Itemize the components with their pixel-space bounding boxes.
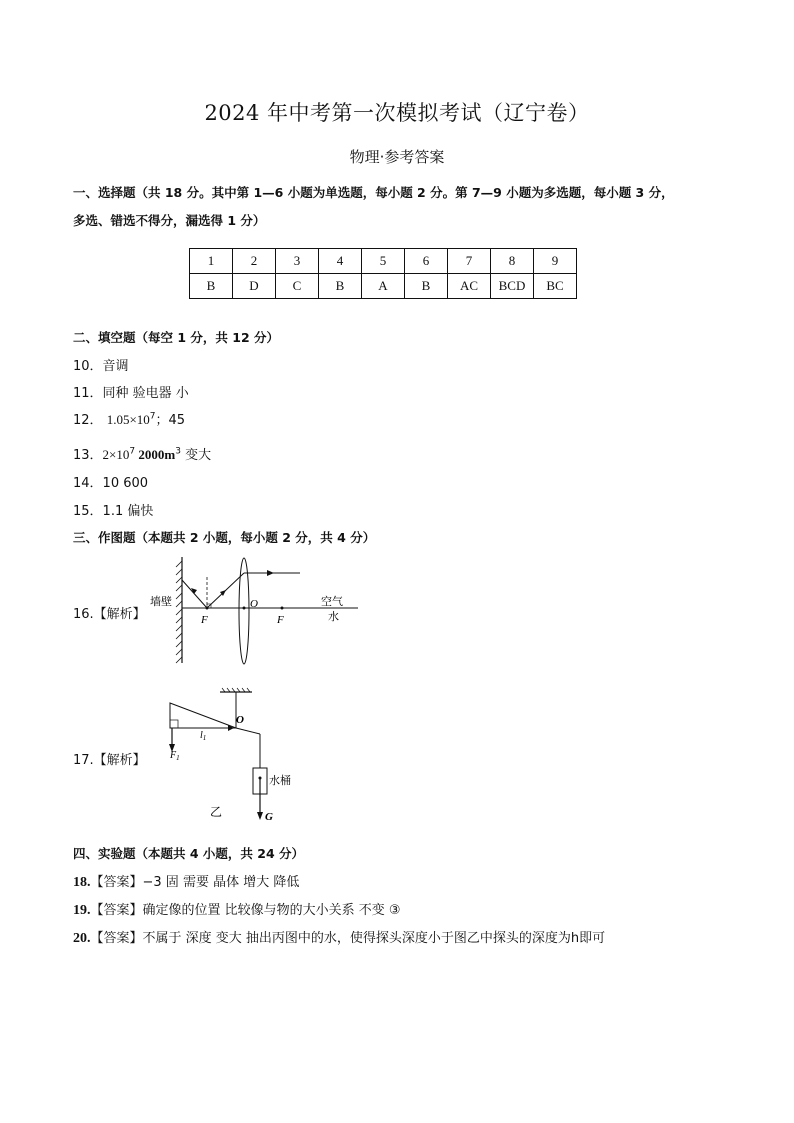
table-cell: 2 <box>233 249 276 274</box>
table-cell: B <box>190 274 233 299</box>
ray-arrow <box>267 570 274 576</box>
figure-17-lever <box>160 686 310 826</box>
q12-base: 1.05×10 <box>106 412 150 427</box>
table-cell: D <box>233 274 276 299</box>
table-cell: B <box>405 274 448 299</box>
answer-q13 <box>73 444 211 463</box>
right-angle-mark <box>170 720 178 728</box>
section2-heading: 二、填空题（每空 1 分，共 12 分） <box>73 330 280 345</box>
focus-point-left <box>206 607 209 610</box>
table-cell: 3 <box>276 249 319 274</box>
answer-q18 <box>73 871 299 891</box>
q13-exponent-2: 3 <box>175 446 181 457</box>
table-row-numbers <box>190 249 577 274</box>
answer-q14: 14．10 600 <box>73 476 149 491</box>
q18-text: −3 固 需要 晶体 增大 降低 <box>142 875 300 890</box>
label-arm <box>200 730 206 742</box>
label-figure: 乙 <box>210 805 223 819</box>
label-water: 水 <box>328 611 339 623</box>
section1-heading-line1: 一、选择题（共 18 分。其中第 1—6 小题为单选题，每小题 2 分。第 7—9 小题为多选题，每小题 3 分， <box>73 185 674 200</box>
table-cell: 4 <box>319 249 362 274</box>
page-subtitle: 物理·参考答案 <box>349 148 445 166</box>
table-cell: 7 <box>448 249 491 274</box>
label-gravity: G <box>265 811 273 823</box>
q12-rest: ；45 <box>155 413 186 428</box>
q20-tag: 【答案】 <box>90 931 143 946</box>
q20-text: 不属于 深度 变大 抽出丙图中的水，使得探头深度小于图乙中探头的深度为h即可 <box>142 931 606 946</box>
table-cell: BCD <box>491 274 534 299</box>
answer-q15: 15．1.1 偏快 <box>73 504 154 519</box>
section1-heading-line2: 多选、错选不得分，漏选得 1 分） <box>73 213 266 228</box>
answer-q19 <box>73 899 401 919</box>
q13-volume: 2000m <box>135 447 176 462</box>
answer-q11: 11．同种 验电器 小 <box>73 386 189 401</box>
q19-text: 确定像的位置 比较像与物的大小关系 不变 ③ <box>142 903 401 918</box>
wall-hatching <box>176 561 182 663</box>
q18-number: 18. <box>73 875 91 890</box>
label-wall: 墙壁 <box>150 596 172 608</box>
section4-heading: 四、实验题（本题共 4 小题，共 24 分） <box>73 846 305 861</box>
table-cell: 5 <box>362 249 405 274</box>
convex-lens <box>239 558 249 664</box>
q12-prefix: 12． <box>73 413 103 428</box>
label-air: 空气 <box>321 596 343 608</box>
q18-tag: 【答案】 <box>90 875 143 890</box>
page-title: 2024 年中考第一次模拟考试（辽宁卷） <box>204 101 590 125</box>
lever-body <box>170 703 236 728</box>
table-cell: AC <box>448 274 491 299</box>
force-subscript: 1 <box>176 754 180 762</box>
q13-rest: 变大 <box>180 448 212 463</box>
table-cell: 1 <box>190 249 233 274</box>
ray-incident <box>182 580 207 608</box>
label-force <box>169 750 180 762</box>
arm-symbol: l <box>200 730 203 741</box>
table-row-answers <box>190 274 577 299</box>
arm-subscript: 1 <box>202 734 207 742</box>
answer-q12 <box>73 409 185 428</box>
q12-exponent: 7 <box>149 411 156 422</box>
q16-label: 16.【解析】 <box>73 607 146 622</box>
answer-q20 <box>73 927 605 947</box>
table-cell: BC <box>534 274 577 299</box>
lever-arm <box>236 728 260 734</box>
table-cell: 8 <box>491 249 534 274</box>
gravity-arrow <box>257 812 263 820</box>
q19-number: 19. <box>73 903 91 918</box>
label-focus-right: F <box>277 614 284 626</box>
figure-16-optics <box>150 555 360 670</box>
q13-prefix: 13． <box>73 448 103 463</box>
optical-center <box>243 607 246 610</box>
label-center: O <box>250 598 258 610</box>
q17-label: 17.【解析】 <box>73 753 146 768</box>
q13-base: 2×10 <box>102 447 130 462</box>
table-cell: 9 <box>534 249 577 274</box>
force-symbol: F <box>170 750 177 761</box>
q13-exponent: 7 <box>129 446 136 457</box>
section3-heading: 三、作图题（本题共 2 小题，每小题 2 分，共 4 分） <box>73 530 376 545</box>
label-bucket: 水桶 <box>269 775 291 787</box>
label-focus-left: F <box>201 614 208 626</box>
table-cell: B <box>319 274 362 299</box>
table-cell: 6 <box>405 249 448 274</box>
table-cell: C <box>276 274 319 299</box>
label-pivot: O <box>236 714 244 726</box>
table-cell: A <box>362 274 405 299</box>
q19-tag: 【答案】 <box>90 903 143 918</box>
focus-point-right <box>281 607 284 610</box>
answer-q10: 10．音调 <box>73 359 129 374</box>
choice-answer-table <box>189 248 577 299</box>
q20-number: 20. <box>73 931 91 946</box>
